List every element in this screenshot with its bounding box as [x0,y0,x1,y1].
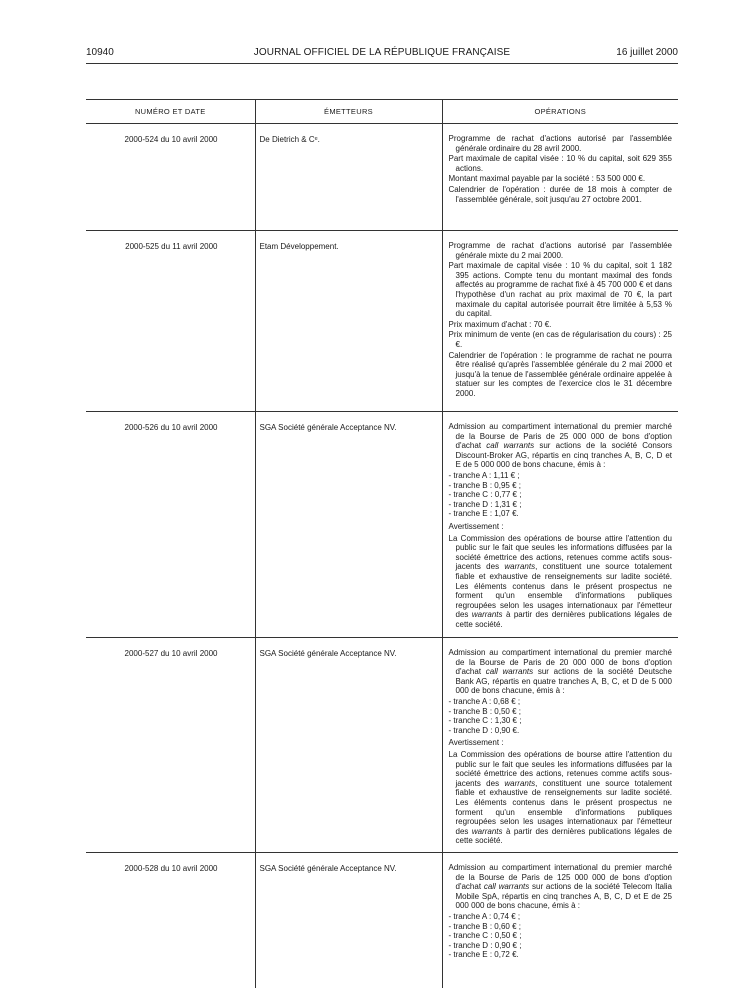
column-header-numero: NUMÉRO ET DATE [86,100,255,124]
operations-table [86,99,678,988]
numero-cell: 2000-524 du 10 avril 2000 [86,124,255,231]
journal-title: JOURNAL OFFICIEL DE LA RÉPUBLIQUE FRANÇAISE [253,47,511,58]
operations-cell [442,231,678,412]
column-header-operations: OPÉRATIONS [442,100,678,124]
admission-paragraph: Admission au compartiment international du premier marché de la Bourse de Paris de 25 000 000 de bons d'option d'achat call warrants sur actions de la société Consors Discount-Broker AG, répartis en cinq tranches A, B, C, D et E de 5 000 000 de bons chacune, émis à : [448,422,672,470]
emetteur-cell: SGA Société générale Acceptance NV. [255,853,442,988]
table-header-row [86,100,678,124]
operations-cell [442,853,678,988]
warning-paragraph: La Commission des opérations de bourse attire l'attention du public sur le fait que seules les informations diffusées par la société émettrice des actions, retenues comme actifs sous-jacents des warrants, constituent une source totalement fiable et exhaustive de renseignements sur ladite société. Les éléments contenus dans le présent prospectus ne forment qu'un ensemble d'informations publiques regroupées selon les usages internationaux par l'émetteur des warrants à partir des dernières publications légales de cette société. [448,533,673,629]
tranche-line: - tranche C : 1,30 € ; [448,716,522,726]
operation-paragraph: Part maximale de capital visée : 10 % du capital, soit 1 182 395 actions. Compte tenu du montant maximal des fonds affectés au programme de rachat fixé à 45 700 000 € et dans l'hypothèse d'un rachat au prix maximal de 70 €, la part maximale du capital autorisée pourrait être limitée à 5,53 % du capital. [448,261,672,319]
operation-paragraph: Calendrier de l'opération : le programme de rachat ne pourra être réalisé qu'après l'assemblée générale du 2 mai 2000 et jusqu'à la tenue de l'assemblée générale ordinaire appelée à statuer sur les comptes de l'exercice clos le 31 décembre 2000. [448,350,672,398]
issue-date: 16 juillet 2000 [616,47,678,58]
numero-cell: 2000-527 du 10 avril 2000 [86,638,255,853]
operation-paragraph: Programme de rachat d'actions autorisé par l'assemblée générale mixte du 2 mai 2000. [448,241,672,260]
operations-cell [442,124,678,231]
operation-paragraph: Calendrier de l'opération : durée de 18 mois à compter de l'assemblée générale, soit jusqu'au 27 octobre 2001. [448,184,672,204]
emetteur-cell: SGA Société générale Acceptance NV. [255,638,442,853]
tranche-line: - tranche A : 1,11 € ; [448,470,520,480]
numero-cell: 2000-526 du 10 avril 2000 [86,412,255,638]
table-row [86,231,678,412]
tranche-line: - tranche B : 0,50 € ; [448,706,521,716]
warning-label: Avertissement : [448,521,504,531]
tranche-line: - tranche A : 0,68 € ; [448,696,521,706]
header-rule [86,63,678,64]
operation-paragraph: Programme de rachat d'actions autorisé par l'assemblée générale ordinaire du 28 avril 2000. [448,134,672,153]
tranche-line: - tranche D : 0,90 €. [448,725,520,735]
tranche-line: - tranche E : 0,72 €. [448,950,519,960]
tranche-line: - tranche E : 1,07 €. [448,509,519,519]
operation-paragraph: Prix minimum de vente (en cas de régularisation du cours) : 25 €. [448,330,672,349]
emetteur-cell: Etam Développement. [255,231,442,412]
table-row [86,412,678,638]
column-header-emetteurs: ÉMETTEURS [255,100,442,124]
tranche-line: - tranche B : 0,60 € ; [448,921,521,931]
warning-paragraph: La Commission des opérations de bourse attire l'attention du public sur le fait que seules les informations diffusées par la société émettrice des actions, retenues comme actifs sous-jacents des warrants, constituent une source totalement fiable et exhaustive de renseignements sur ladite société. Les éléments contenus dans le présent prospectus ne forment qu'un ensemble d'informations publiques regroupées selon les usages internationaux par l'émetteur des warrants à partir des dernières publications légales de cette société. [448,749,673,846]
table-row [86,638,678,853]
page-header [86,47,678,61]
admission-paragraph: Admission au compartiment international du premier marché de la Bourse de Paris de 125 000 000 de bons d'option d'achat call warrants sur actions de la société Telecom Italia Mobile SpA, répartis en cinq tranches A, B, C, D et E de 25 000 000 de bons chacune, émis à : [448,863,672,911]
tranche-line: - tranche D : 0,90 € ; [448,940,522,950]
operation-paragraph: Montant maximal payable par la société : 53 500 000 €. [448,174,646,184]
numero-cell: 2000-525 du 11 avril 2000 [86,231,255,412]
emetteur-cell: De Dietrich & Cᵉ. [255,124,442,231]
table-row [86,853,678,988]
operation-paragraph: Part maximale de capital visée : 10 % du capital, soit 629 355 actions. [448,154,672,173]
operations-cell [442,638,678,853]
emetteur-cell: SGA Société générale Acceptance NV. [255,412,442,638]
page-number: 10940 [86,47,114,58]
operation-paragraph: Prix maximum d'achat : 70 €. [448,319,552,329]
warning-label: Avertissement : [448,738,504,748]
tranche-line: - tranche B : 0,95 € ; [448,480,521,490]
table-row [86,124,678,231]
operations-cell [442,412,678,638]
tranche-line: - tranche A : 0,74 € ; [448,911,521,921]
tranche-line: - tranche C : 0,50 € ; [448,931,522,941]
numero-cell: 2000-528 du 10 avril 2000 [124,864,218,873]
tranche-line: - tranche D : 1,31 € ; [448,499,522,509]
tranche-line: - tranche C : 0,77 € ; [448,490,522,500]
admission-paragraph: Admission au compartiment international du premier marché de la Bourse de Paris de 20 000 000 de bons d'option d'achat call warrants sur actions de la société Deutsche Bank AG, répartis en quatre tranches A, B, C, et D de 5 000 000 de bons chacune, émis à : [448,648,672,696]
